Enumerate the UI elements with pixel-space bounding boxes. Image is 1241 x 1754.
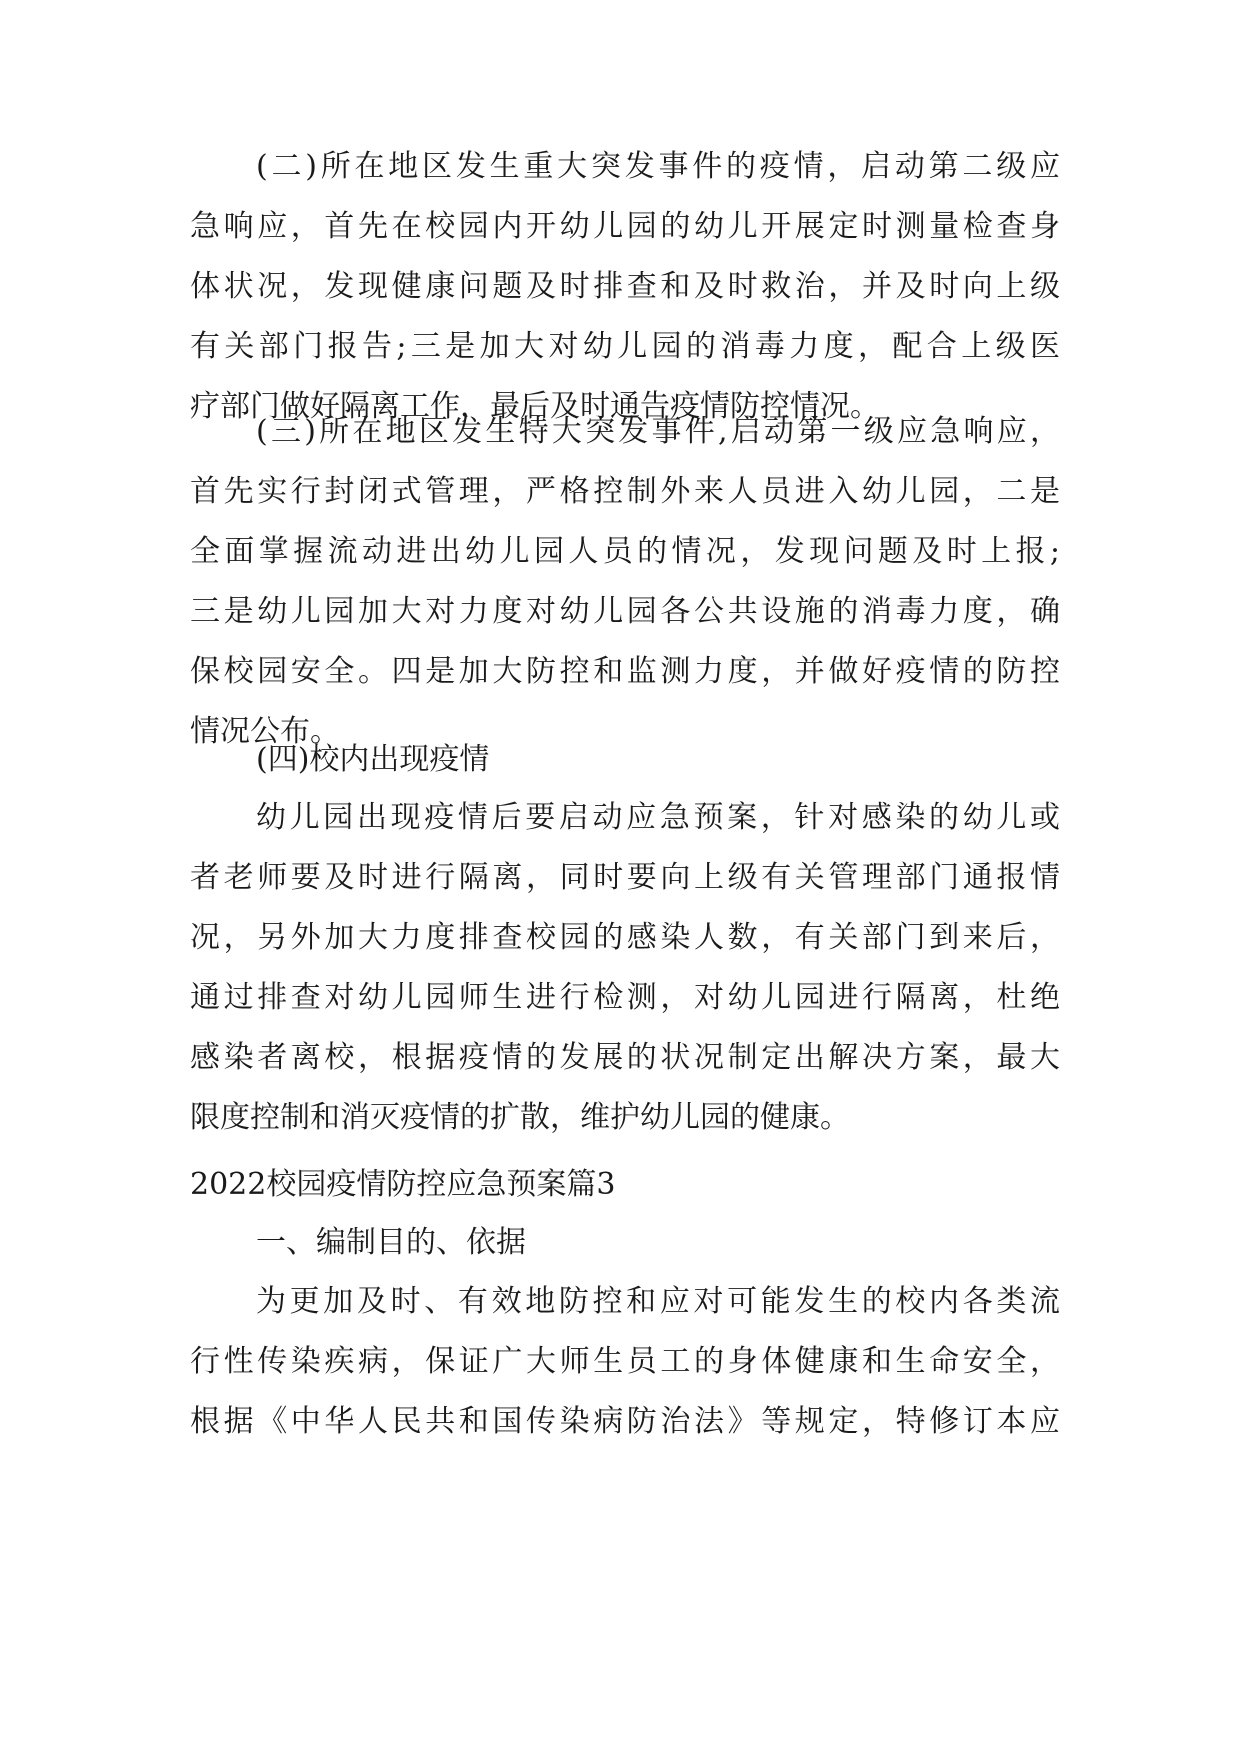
text-line: 体状况，发现健康问题及时排查和及时救治，并及时向上级	[190, 269, 1060, 304]
section-title: 2022校园疫情防控应急预案篇3	[190, 1167, 616, 1202]
text-line: (四)校内出现疫情	[256, 742, 490, 777]
text-line: 幼儿园出现疫情后要启动应急预案，针对感染的幼儿或	[256, 800, 1060, 835]
text-line: 根据《中华人民共和国传染病防治法》等规定，特修订本应	[190, 1404, 1060, 1439]
text-line: (二)所在地区发生重大突发事件的疫情，启动第二级应	[256, 149, 1060, 184]
text-line: 行性传染疾病，保证广大师生员工的身体健康和生命安全，	[190, 1344, 1060, 1379]
text-line: 首先实行封闭式管理，严格控制外来人员进入幼儿园，二是	[190, 474, 1060, 509]
text-line: 有关部门报告;三是加大对幼儿园的消毒力度，配合上级医	[190, 329, 1060, 364]
text-line: 为更加及时、有效地防控和应对可能发生的校内各类流	[256, 1284, 1060, 1319]
text-line: (三)所在地区发生特大突发事件,启动第一级应急响应，	[256, 414, 1060, 449]
paragraph-campus-outbreak	[190, 788, 1060, 1148]
text-line: 者老师要及时进行隔离，同时要向上级有关管理部门通报情	[190, 860, 1060, 895]
text-line: 一、编制目的、依据	[256, 1225, 526, 1260]
text-line: 情况公布。	[190, 714, 340, 749]
paragraph-campus-outbreak-heading	[190, 730, 1060, 790]
text-line: 三是幼儿园加大对力度对幼儿园各公共设施的消毒力度，确	[190, 594, 1060, 629]
text-line: 感染者离校，根据疫情的发展的状况制定出解决方案，最大	[190, 1040, 1060, 1075]
text-line: 限度控制和消灭疫情的扩散，维护幼儿园的健康。	[190, 1100, 850, 1135]
text-line: 保校园安全。四是加大防控和监测力度，并做好疫情的防控	[190, 654, 1060, 689]
paragraph-purpose	[190, 1272, 1060, 1452]
paragraph-emergency-level-2	[190, 137, 1060, 437]
text-line: 通过排查对幼儿园师生进行检测，对幼儿园进行隔离，杜绝	[190, 980, 1060, 1015]
text-line: 急响应，首先在校园内开幼儿园的幼儿开展定时测量检查身	[190, 209, 1060, 244]
text-line: 疗部门做好隔离工作，最后及时通告疫情防控情况。	[190, 389, 880, 424]
subheading-purpose	[190, 1213, 1060, 1273]
paragraph-emergency-level-1	[190, 402, 1060, 762]
text-line: 全面掌握流动进出幼儿园人员的情况，发现问题及时上报;	[190, 534, 1060, 569]
text-line: 况，另外加大力度排查校园的感染人数，有关部门到来后，	[190, 920, 1060, 955]
